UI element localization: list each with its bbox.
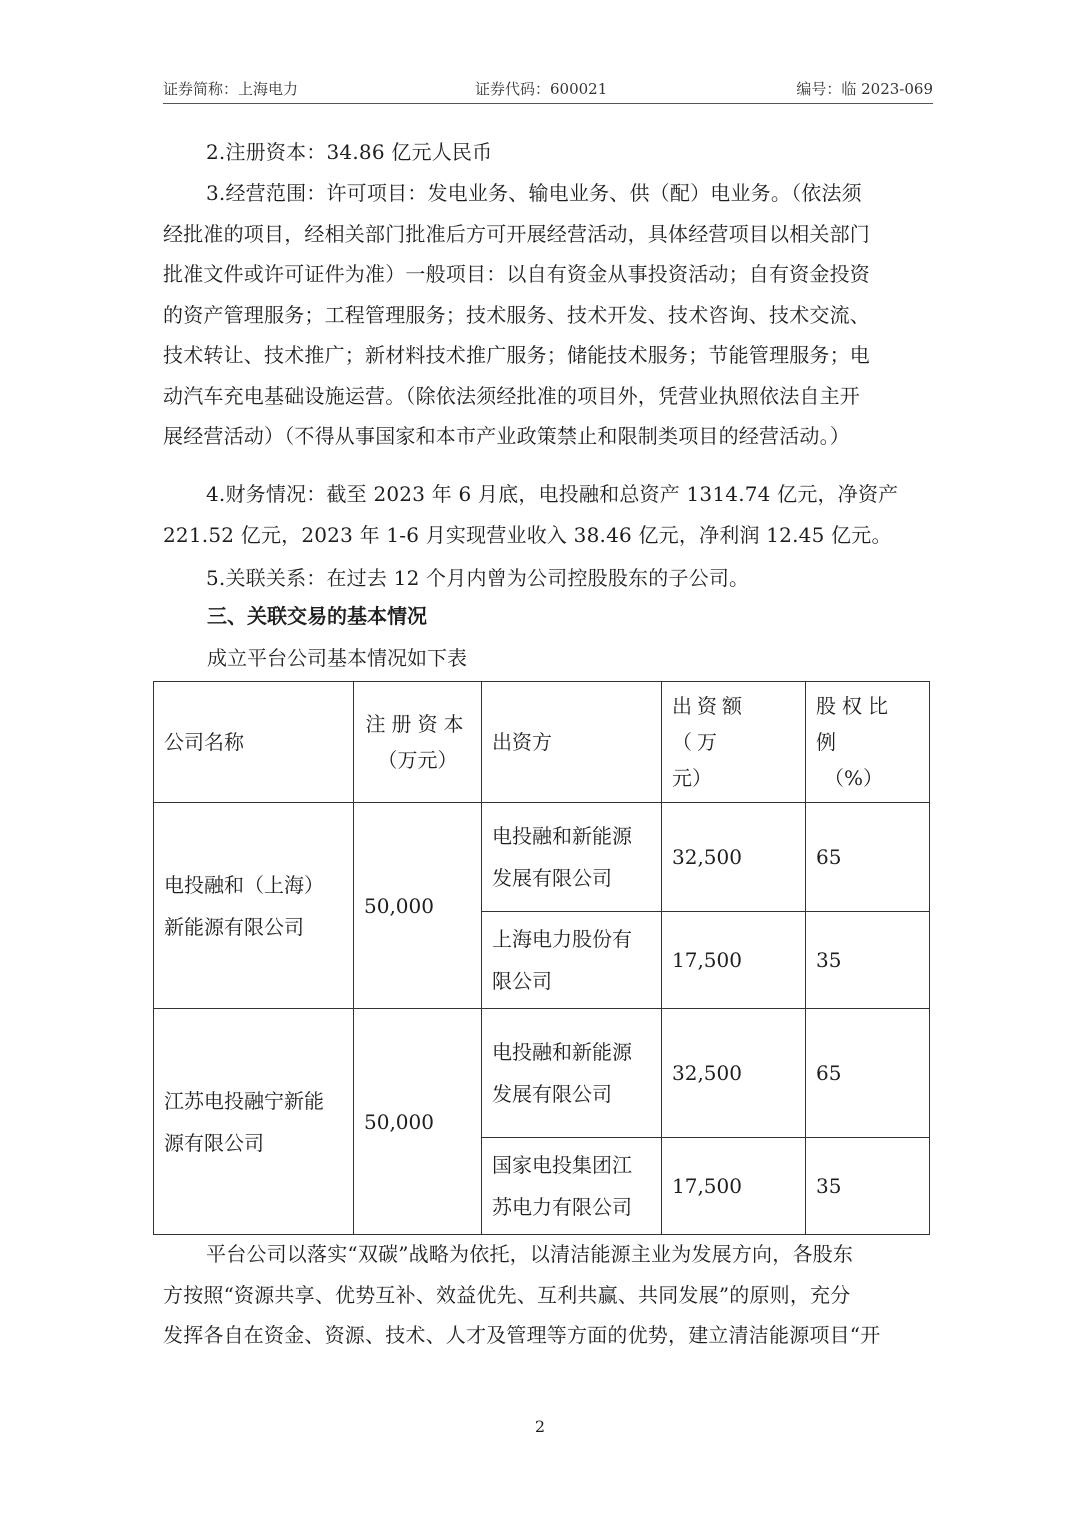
- security-abbreviation: 证券简称：上海电力: [163, 80, 299, 98]
- company-name-cell: [154, 1009, 354, 1235]
- header-equity-ratio: [806, 682, 930, 803]
- investor-line1: 国家电投集团江: [492, 1153, 632, 1177]
- company-name-line1: 江苏电投融宁新能: [164, 1088, 324, 1113]
- text-line: 平台公司以落实“双碳”战略为依托，以清洁能源主业为发展方向，各股东: [206, 1242, 854, 1266]
- amount-cell: 17,500: [662, 1138, 806, 1235]
- relation-line: 5.关联关系：在过去 12 个月内曾为公司控股股东的子公司。: [206, 566, 750, 590]
- investor-cell: [482, 1138, 662, 1235]
- header-ratio-line2: （%）: [824, 766, 884, 790]
- header-ratio-line1: 股权比例: [816, 694, 894, 754]
- investor-line2: 发展有限公司: [492, 866, 612, 890]
- ratio-cell: 35: [806, 912, 930, 1009]
- text-line: 展经营活动）（不得从事国家和本市产业政策禁止和限制类项目的经营活动。）: [163, 424, 850, 448]
- header-divider: [163, 103, 933, 104]
- investor-cell: [482, 803, 662, 912]
- investor-line1: 电投融和新能源: [492, 1040, 632, 1064]
- amount-cell: 32,500: [662, 803, 806, 912]
- text-line: 技术转让、技术推广；新材料技术推广服务；储能技术服务；节能管理服务；电: [163, 343, 870, 367]
- header-amount-line1: 出资额（万: [672, 694, 747, 754]
- table-row: [154, 803, 930, 912]
- section-title: 三、关联交易的基本情况: [207, 604, 427, 628]
- announcement-number: 编号：临 2023-069: [796, 80, 933, 98]
- text-line: 方按照“资源共享、优势互补、效益优先、互利共赢、共同发展”的原则，充分: [163, 1282, 851, 1307]
- investor-line1: 上海电力股份有: [492, 927, 632, 951]
- text-line: 批准文件或许可证件为准）一般项目：以自有资金从事投资活动；自有资金投资: [163, 262, 870, 286]
- company-name-line2: 新能源有限公司: [164, 914, 304, 939]
- investor-cell: [482, 912, 662, 1009]
- closing-paragraph: [163, 1234, 933, 1356]
- header-capital-line2: （万元）: [377, 748, 458, 772]
- header-capital-line1: 注册资本: [365, 712, 470, 736]
- capital-line: 2.注册资本：34.86 亿元人民币: [206, 140, 493, 164]
- header-company-label: 公司名称: [164, 730, 244, 754]
- security-code: 证券代码：600021: [475, 80, 608, 98]
- ratio-cell: 65: [806, 1009, 930, 1138]
- investor-line2: 发展有限公司: [492, 1082, 612, 1106]
- company-name-line2: 源有限公司: [164, 1130, 264, 1155]
- header-company-name: [154, 682, 354, 803]
- investor-cell: [482, 1009, 662, 1138]
- amount-cell: 32,500: [662, 1009, 806, 1138]
- page-number: 2: [534, 1417, 546, 1436]
- text-line: 经批准的项目，经相关部门批准后方可开展经营活动，具体经营项目以相关部门: [163, 221, 870, 246]
- investor-line2: 限公司: [492, 969, 552, 993]
- investor-line2: 苏电力有限公司: [492, 1195, 632, 1219]
- header-amount-line2: 元）: [672, 766, 712, 790]
- business-scope-paragraph: [163, 173, 933, 457]
- text-line: 221.52 亿元，2023 年 1-6 月实现营业收入 38.46 亿元，净利润 12.45 亿元。: [163, 522, 892, 547]
- investor-line1: 电投融和新能源: [492, 824, 632, 848]
- text-line: 的资产管理服务；工程管理服务；技术服务、技术开发、技术咨询、技术交流、: [163, 302, 870, 327]
- financial-paragraph: [163, 474, 933, 555]
- platform-company-table: [153, 681, 930, 1235]
- table-header-row: [154, 682, 930, 803]
- page-header: [163, 76, 933, 102]
- text-line: 动汽车充电基础设施运营。（除依法须经批准的项目外，凭营业执照依法自主开: [163, 383, 860, 408]
- amount-cell: 17,500: [662, 912, 806, 1009]
- table-row: [154, 1009, 930, 1138]
- company-name-cell: [154, 803, 354, 1009]
- header-investor-label: 出资方: [492, 730, 552, 754]
- text-line: 4.财务情况：截至 2023 年 6 月底，电投融和总资产 1314.74 亿元，净资产: [206, 482, 899, 506]
- header-registered-capital: [354, 682, 482, 803]
- company-name-line1: 电投融和（上海）: [164, 872, 324, 897]
- registered-capital-cell: 50,000: [354, 803, 482, 1009]
- relation-paragraph: [163, 558, 933, 599]
- header-amount: [662, 682, 806, 803]
- ratio-cell: 65: [806, 803, 930, 912]
- ratio-cell: 35: [806, 1138, 930, 1235]
- registered-capital-cell: 50,000: [354, 1009, 482, 1235]
- header-investor: [482, 682, 662, 803]
- text-line: 3.经营范围：许可项目：发电业务、输电业务、供（配）电业务。（依法须: [206, 181, 862, 205]
- capital-paragraph: [163, 132, 933, 173]
- table-caption: 成立平台公司基本情况如下表: [207, 646, 467, 670]
- text-line: 发挥各自在资金、资源、技术、人才及管理等方面的优势，建立清洁能源项目“开: [163, 1323, 881, 1347]
